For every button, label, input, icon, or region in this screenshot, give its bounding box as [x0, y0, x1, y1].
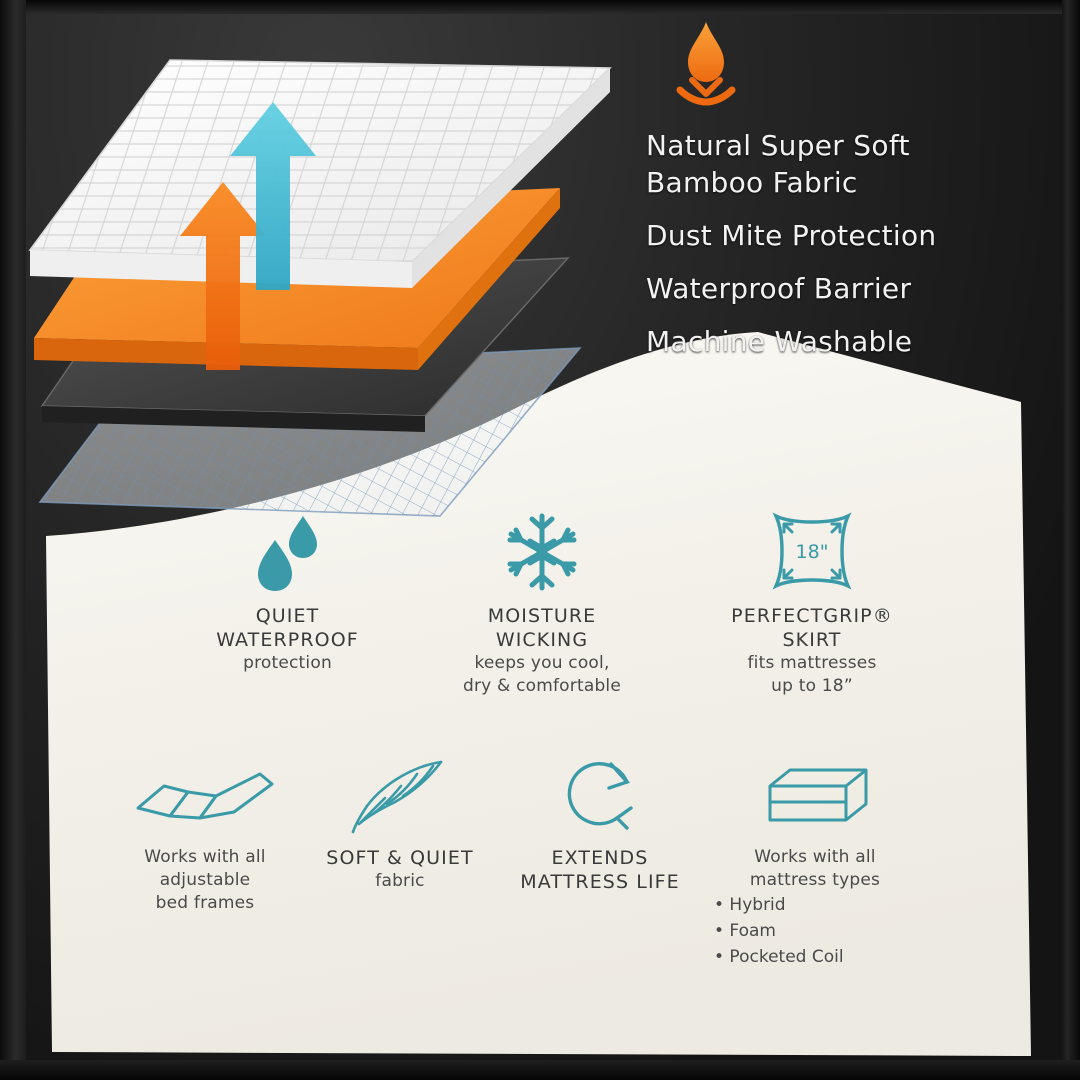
skirt-height-label: 18"	[795, 541, 829, 563]
benefit-moisture-wicking	[417, 508, 667, 698]
benefit-title-line-1: QUIET	[255, 605, 320, 627]
bullet-1: • Hybrid	[714, 895, 786, 915]
water-drops-icon	[180, 508, 395, 594]
mattress-type-bullets	[714, 892, 920, 970]
benefit-adjustable-bed-frames	[110, 750, 300, 970]
feature-line-1: Natural Super Soft	[646, 129, 910, 162]
benefit-sub-line-1: keeps you cool,	[474, 653, 610, 673]
adjustable-bed-frame-icon	[110, 750, 300, 836]
benefit-title-line-2: SKIRT	[782, 629, 842, 651]
benefit-soft-quiet-fabric	[310, 750, 490, 970]
benefit-extends-mattress-life	[500, 750, 700, 970]
benefits-row-2	[110, 750, 1000, 970]
feature-line-3: Dust Mite Protection	[646, 219, 937, 252]
package-edge-bottom	[0, 1060, 1080, 1080]
perfectgrip-skirt-icon	[697, 508, 927, 594]
benefit-sub-line-1: protection	[243, 653, 332, 673]
benefit-title-line-2: WATERPROOF	[216, 629, 359, 651]
benefit-sub-line-2: adjustable	[159, 870, 251, 890]
feather-icon	[310, 750, 490, 836]
exploded-layer-illustration	[20, 40, 640, 540]
benefit-sub-line-1: Works with all	[144, 847, 266, 867]
bullet-3: • Pocketed Coil	[714, 947, 844, 967]
feature-line-4: Waterproof Barrier	[646, 272, 912, 305]
benefit-perfectgrip-skirt	[697, 508, 927, 698]
benefit-sub-line-3: bed frames	[155, 893, 255, 913]
benefit-title-line-2: MATTRESS LIFE	[520, 871, 680, 893]
feature-line-5: Machine Washable	[646, 325, 913, 358]
benefit-title-line-1: PERFECTGRIP®	[731, 605, 893, 627]
feature-line-2: Bamboo Fabric	[646, 166, 858, 199]
benefit-mattress-types	[710, 750, 920, 970]
benefits-grid	[80, 508, 1000, 970]
benefit-sub-line-2: dry & comfortable	[462, 676, 622, 696]
benefit-sub-line-1: fabric	[375, 871, 425, 891]
mattress-icon	[710, 750, 920, 836]
benefit-title-line-1: EXTENDS	[551, 847, 649, 869]
benefit-quiet-waterproof	[180, 508, 395, 698]
benefit-sub-line-1: Works with all	[754, 847, 876, 867]
bamboo-quilted-fabric-layer	[30, 60, 616, 288]
package-edge-top	[0, 0, 1080, 14]
benefit-sub-line-2: up to 18”	[771, 676, 853, 696]
benefit-title-line-1: MOISTURE	[487, 605, 597, 627]
benefit-title-line-1: SOFT & QUIET	[326, 847, 474, 869]
refresh-cycle-icon	[500, 750, 700, 836]
benefit-sub-line-2: mattress types	[749, 870, 881, 890]
benefit-title-line-2: WICKING	[495, 629, 589, 651]
benefit-sub-line-1: fits mattresses	[747, 653, 877, 673]
flame-water-drop-icon	[660, 18, 752, 110]
benefits-row-1	[80, 508, 1000, 698]
snowflake-icon	[417, 508, 667, 594]
header-feature-list	[646, 128, 1066, 377]
bullet-2: • Foam	[714, 921, 776, 941]
